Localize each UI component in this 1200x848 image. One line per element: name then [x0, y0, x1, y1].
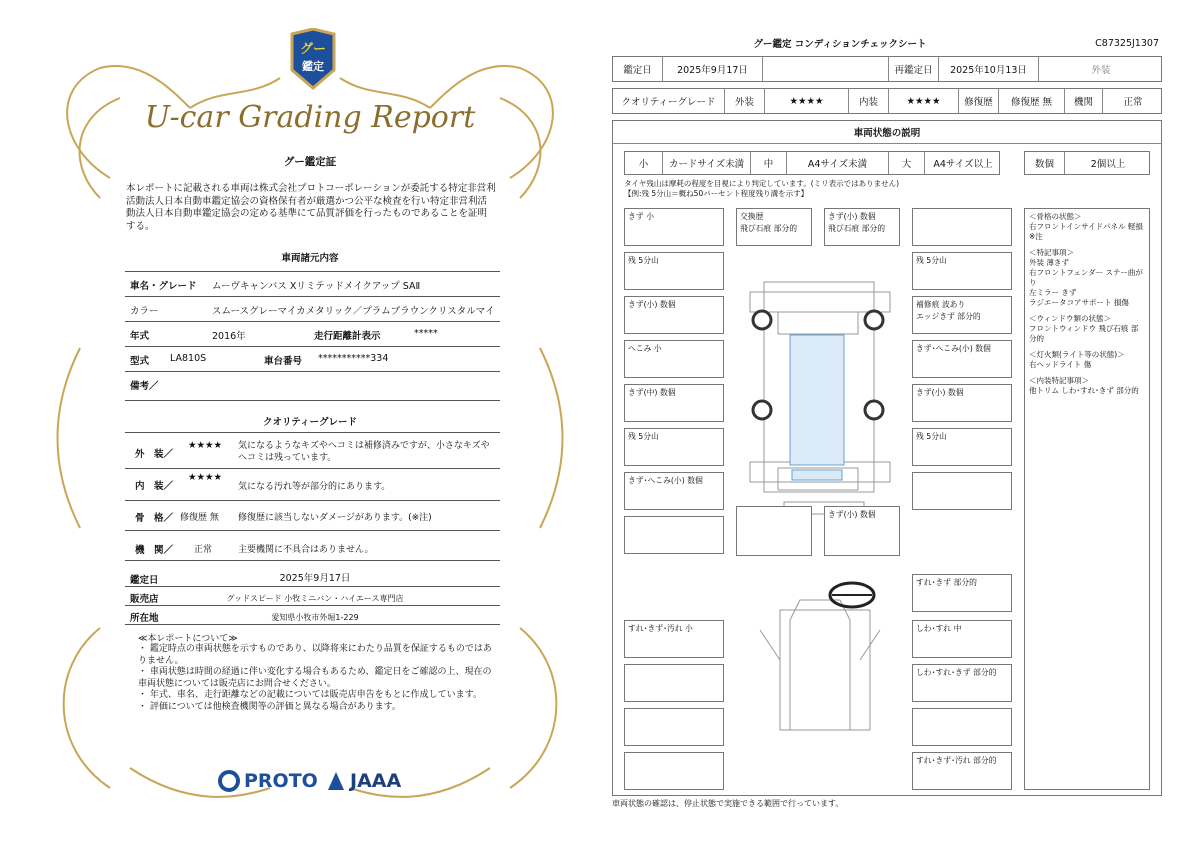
check-sheet [610, 30, 1165, 820]
proto-logo: PROTO [218, 770, 318, 792]
mileage-label: 走行距離計表示 [314, 331, 381, 342]
quality-heading: クオリティーグレード [262, 417, 358, 428]
r2-engine-label: 機関 [1065, 89, 1103, 113]
r1-blank [763, 57, 889, 81]
mileage-value: ***** [414, 328, 438, 339]
jaaa-logo: JAAA [326, 770, 401, 792]
tire-box: 残 5分山 [624, 252, 724, 290]
chassis-value: ***********334 [318, 353, 389, 364]
r1-redate: 2025年10月13日 [939, 57, 1039, 81]
r2-ext-label: 外装 [725, 89, 765, 113]
color-value: スムースグレーマイカメタリック／プラムブラウンクリスタルマイ [212, 306, 495, 317]
damage-box: きず(小) 数個 飛び石痕 部分的 [824, 208, 900, 246]
damage-box [912, 208, 1012, 246]
damage-box [912, 472, 1012, 510]
explain-heading: 車両状態の説明 [853, 128, 921, 139]
side-notes: ＜骨格の状態＞ 右フロントインサイドパネル 軽損 ※注 ＜特記事項＞ 外装 薄きず 右フロントフェンダー ステー曲がり 左ミラー きず ラジエータコアサポート 損傷 ＜ウィンドウ類の状態＞ フロントウィンドウ 飛び石痕 部分的 ＜灯火類(ライト等の状態)＞ 右ヘッドライト 傷 ＜内装特記事項＞ 他トリム しわ･すれ･きず 部分的 [1024, 208, 1150, 790]
size-large-desc: A4サイズ以上 [933, 159, 993, 170]
tire-note: タイヤ残山は摩耗の程度を目視により判定しています。(ミリ表示ではありません) 【例:残 5分山＝概ね50パーセント程度残り溝を示す】 [624, 179, 900, 198]
doc-id: C87325J1307 [1095, 38, 1159, 49]
damage-box: きず(中) 数個 [624, 384, 724, 422]
count-label: 数個 [1025, 152, 1065, 174]
note-label: 備考／ [130, 381, 159, 392]
r1-label-redate: 再鑑定日 [889, 57, 939, 81]
addr-value: 愛知県小牧市外堀1-229 [271, 613, 359, 622]
frame-desc: 修復歴に該当しないダメージがあります。(※注) [238, 513, 432, 523]
size-mid: 中 [751, 152, 787, 174]
damage-box [736, 506, 812, 556]
interior-box [624, 664, 724, 702]
shop-value: グッドスピード 小牧ミニバン・ハイエース専門店 [226, 594, 404, 603]
size-small-desc: カードサイズ未満 [663, 152, 751, 174]
date-value: 2025年9月17日 [279, 573, 351, 584]
r2-repair-label: 修復歴 [959, 89, 999, 113]
year-value: 2016年 [212, 331, 246, 342]
damage-box: きず 小 [624, 208, 724, 246]
int-label: 内 装／ [135, 481, 174, 492]
notes-heading: ≪本レポートについて≫ [138, 634, 238, 644]
sheet-footer: 車両状態の確認は、停止状態で実施できる範囲で行っています。 [612, 799, 844, 808]
size-large: 大 [889, 152, 925, 174]
chassis-label: 車台番号 [264, 356, 303, 367]
tire-box: 残 5分山 [912, 428, 1012, 466]
damage-box: きず･へこみ(小) 数個 [912, 340, 1012, 378]
size-mid-desc: A4サイズ未満 [787, 152, 889, 174]
damage-box: きず(小) 数個 [824, 506, 900, 556]
interior-box [912, 708, 1012, 746]
notes-list [138, 644, 498, 713]
r1-label-date: 鑑定日 [613, 57, 663, 81]
intro-text: 本レポートに記載される車両は株式会社プロトコーポレーションが委託する特定非営利活動法人日本自動車鑑定協会の資格保有者が厳選かつ公平な検査を行い特定非営利活動法人日本自動車鑑定協会の定める基準にて品質評価を行ったものであることを証明する。 [126, 183, 496, 232]
ext-label: 外 装／ [135, 449, 174, 460]
damage-box: 補修痕 波あり エッジきず 部分的 [912, 296, 1012, 334]
model-label: 型式 [130, 356, 150, 367]
interior-box [624, 752, 724, 790]
damage-box: きず･へこみ(小) 数個 [624, 472, 724, 510]
interior-box [624, 708, 724, 746]
jaaa-mark-icon [326, 770, 346, 792]
steering-box: すれ･きず 部分的 [912, 574, 1012, 612]
goo-badge [288, 28, 338, 90]
damage-box: きず(小) 数個 [624, 296, 724, 334]
r2-ext-stars: ★★★★ [765, 89, 849, 113]
ext-desc: 気になるようなキズやヘコミは補修済みですが、小さなキズやヘコミは残っています。 [238, 441, 490, 463]
r2-quality-label: クオリティーグレード [613, 89, 725, 113]
tire-box: 残 5分山 [624, 428, 724, 466]
interior-box: しわ･すれ 中 [912, 620, 1012, 658]
note-item: ・ 評価については他検査機関等の評価と異なる場合があります。 [138, 701, 401, 712]
sheet-title: グー鑑定 コンディションチェックシート [753, 39, 927, 50]
proto-mark-icon [218, 770, 240, 792]
r2-engine-value: 正常 [1123, 97, 1143, 108]
specs-heading: 車両諸元内容 [281, 253, 339, 264]
interior-box: すれ･きず･汚れ 小 [624, 620, 724, 658]
addr-label: 所在地 [130, 613, 159, 624]
badge-top-text: グー [299, 42, 326, 57]
name-value: ムーヴキャンバス Xリミテッドメイクアップ SAⅡ [212, 281, 421, 292]
model-value: LA810S [170, 353, 207, 364]
date-label: 鑑定日 [130, 575, 159, 586]
interior-box: すれ･きず･汚れ 部分的 [912, 752, 1012, 790]
engine-label: 機 関／ [135, 545, 174, 556]
frame-label: 骨 格／ [135, 513, 174, 524]
damage-box: きず(小) 数個 [912, 384, 1012, 422]
int-stars: ★★★★ [188, 472, 223, 483]
r2-int-stars: ★★★★ [889, 89, 959, 113]
r1-exterior: 外装 [1091, 65, 1111, 76]
name-label: 車名・グレード [130, 281, 197, 292]
int-desc: 気になる汚れ等が部分的にあります。 [238, 482, 391, 492]
damage-box: へこみ 小 [624, 340, 724, 378]
cert-heading: グー鑑定証 [283, 156, 337, 168]
engine-desc: 主要機関に不具合はありません。 [238, 545, 374, 555]
badge-bottom-text: 鑑定 [302, 60, 324, 73]
certificate-panel [40, 28, 580, 820]
report-title: U-car Grading Report [144, 100, 476, 135]
damage-box [624, 516, 724, 554]
year-label: 年式 [130, 331, 150, 342]
interior-box: しわ･すれ･きず 部分的 [912, 664, 1012, 702]
note-item: ・ 年式、車名、走行距離などの記載については販売店申告をもとに作成しています。 [138, 690, 482, 700]
note-item: ・ 車両状態は時間の経過に伴い変化する場合もあるため、鑑定日をご確認の上、現在の車両状態については販売店にお問合せください。 [138, 667, 492, 689]
ext-stars: ★★★★ [188, 440, 223, 451]
damage-box: 交換歴 飛び石痕 部分的 [736, 208, 812, 246]
shop-label: 販売店 [130, 594, 159, 605]
tire-box: 残 5分山 [912, 252, 1012, 290]
frame-value: 修復歴 無 [180, 513, 219, 523]
r2-int-label: 内装 [849, 89, 889, 113]
color-label: カラー [130, 306, 159, 317]
note-item: ・ 鑑定時点の車両状態を示すものであり、以降将来にわたり品質を保証するものではありません。 [138, 644, 492, 666]
count-desc: 2個以上 [1090, 159, 1126, 170]
size-small: 小 [625, 152, 663, 174]
r2-repair-value: 修復歴 無 [999, 89, 1065, 113]
engine-value: 正常 [194, 545, 213, 555]
r1-date: 2025年9月17日 [663, 57, 763, 81]
